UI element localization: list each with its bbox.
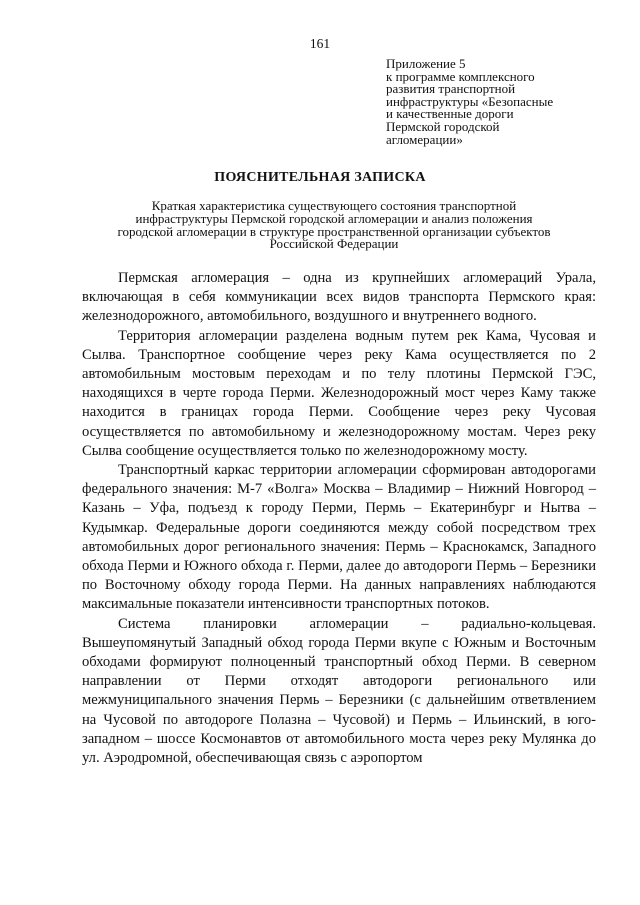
paragraph: Территория агломерации разделена водным путем рек Кама, Чусовая и Сылва. Транспортное сообщение через реку Кама осуществляется по 2 автомобильным мостовым переходам и по телу плотины Пермской ГЭС, находящихся в черте города Перми. Железнодорожный мост через Каму также находится в границах города Перми. Сообщение через реку Чусовая осуществляется по автомобильному и железнодорожному мостам. Через реку Сылва сообщение осуществляется только по железнодорожному мосту. (82, 327, 596, 459)
appendix-line: агломерации» (386, 131, 463, 147)
subtitle-line: Российской Федерации (269, 236, 399, 252)
document-title: ПОЯСНИТЕЛЬНАЯ ЗАПИСКА (214, 170, 426, 185)
appendix-line: инфраструктуры «Безопасные (386, 93, 554, 109)
paragraph: Пермская агломерация – одна из крупнейших агломераций Урала, включающая в себя коммуникации всех видов транспорта Пермского края: железнодорожного, автомобильного, воздушного и внутреннего водного. (82, 270, 596, 325)
subtitle-line: городской агломерации в структуре пространственной организации субъектов (117, 223, 551, 239)
subtitle-line: инфраструктуры Пермской городской агломерации и анализ положения (135, 210, 533, 226)
paragraph: Транспортный каркас территории агломерации сформирован автодорогами федерального значения: М-7 «Волга» Москва – Владимир – Нижний Новгород – Казань – Уфа, подъезд к городу Перми, Пермь – Екатеринбург и Нытва – Кудымкар. Федеральные дороги соединяются между собой посредством трех автомобильных дорог регионального значения: Пермь – Краснокамск, Западного обхода Перми и Южного обхода г. Перми, далее до автодороги Пермь – Березники по Восточному обходу города Перми. На данных направлениях наблюдаются максимальные показатели интенсивности транспортных потоков. (82, 462, 596, 613)
appendix-line: к программе комплексного (386, 68, 535, 84)
appendix-line: Пермской городской (386, 118, 500, 134)
body-text (82, 269, 596, 768)
appendix-line: Приложение 5 (386, 56, 466, 71)
page-number: 161 (309, 36, 331, 51)
subtitle-line: Краткая характеристика существующего состояния транспортной (151, 198, 517, 213)
document-subtitle (74, 200, 594, 251)
appendix-block (386, 58, 626, 146)
appendix-line: развития транспортной (386, 81, 516, 97)
paragraph: Система планировки агломерации – радиально-кольцевая. Вышеупомянутый Западный обход города Перми вкупе с Южным и Восточным обходами формируют полноценный транспортный обход Перми. В северном направлении от Перми отходят автодороги регионального или межмуниципального значения Пермь – Березники (с дальнейшим ответвлением на Чусовой по автодороге Полазна – Чусовой) и Пермь – Ильинский, в юго-западном – шоссе Космонавтов от автомобильного моста через реку Мулянка до ул. Аэродромной, обеспечивающая связь с аэропортом (82, 615, 596, 767)
appendix-line: и качественные дороги (386, 106, 514, 122)
